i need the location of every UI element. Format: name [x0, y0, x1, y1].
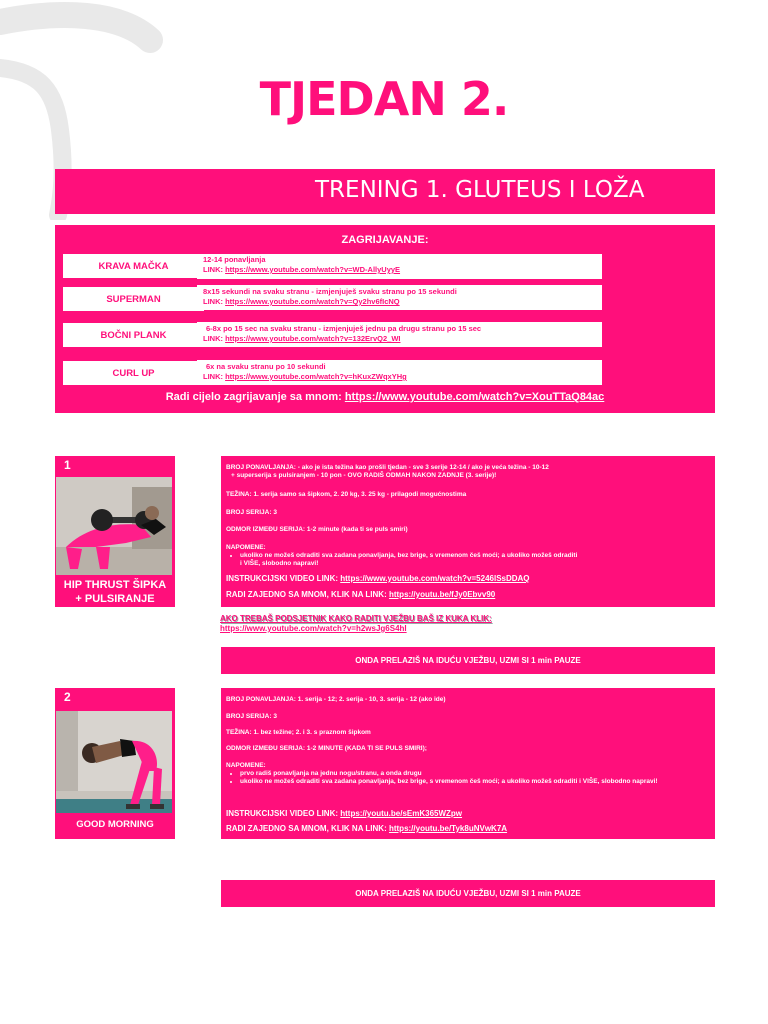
workout-with-me-link[interactable]: https://youtu.be/fJy0Ebvv90	[388, 590, 496, 599]
exercise-reps: BROJ PONAVLJANJA: - ako je ista težina kao prošli tjedan - sve 3 serije 12-14 / ako je veća težina - 10-12	[226, 464, 549, 471]
warmup-item-label: BOČNI PLANK	[63, 323, 204, 347]
warmup-link-label: LINK:	[203, 334, 226, 343]
instruction-video-row	[226, 809, 462, 818]
warmup-link-label: LINK:	[203, 265, 226, 274]
exercise-number: 1	[64, 458, 71, 472]
training-header	[55, 169, 715, 214]
hip-reminder-text: AKO TREBAŠ PODSJETNIK KAKO RADITI VJEŽBU BAŠ IZ KUKA KLIK:	[220, 614, 492, 623]
warmup-panel	[55, 225, 715, 413]
warmup-item-label: CURL UP	[63, 361, 204, 385]
exercise-name: GOOD MORNING	[76, 819, 154, 830]
next-exercise-bar: ONDA PRELAZIŠ NA IDUĆU VJEŽBU, UZMI SI 1 min PAUZE	[221, 880, 715, 907]
workout-with-me-row	[226, 824, 507, 833]
workout-with-me-link[interactable]: https://youtu.be/Tyk8uNVwK7A	[388, 824, 508, 833]
warmup-item-info	[197, 254, 602, 279]
workout-with-me-label: RADI ZAJEDNO SA MNOM, KLIK NA LINK:	[226, 824, 389, 833]
warmup-item-text: 6x na svaku stranu po 10 sekundi	[206, 362, 326, 371]
exercise-notes-heading: NAPOMENE:	[226, 544, 266, 551]
warmup-full-video-link[interactable]: https://www.youtube.com/watch?v=XouTTaQ84ac	[344, 391, 605, 403]
warmup-item-info	[197, 322, 602, 347]
warmup-item-text: 8x15 sekundi na svaku stranu - izmjenjuješ svaku stranu po 15 sekundi	[203, 287, 457, 296]
warmup-link-label: LINK:	[203, 297, 226, 306]
instruction-video-row	[226, 574, 530, 583]
hip-thrust-photo	[56, 477, 172, 575]
workout-with-me-label: RADI ZAJEDNO SA MNOM, KLIK NA LINK:	[226, 590, 389, 599]
exercise-notes-heading: NAPOMENE:	[226, 762, 266, 769]
exercise-notes	[226, 552, 577, 568]
hip-reminder-link[interactable]: https://www.youtube.com/watch?v=h2wsJg6S4hI	[220, 624, 407, 633]
warmup-item-info	[197, 360, 602, 385]
exercise-rest: ODMOR IZMEĐU SERIJA: 1-2 MINUTE (KADA TI SE PULS SMIRI);	[226, 745, 427, 752]
exercise-photo	[56, 477, 172, 575]
exercise-card	[55, 688, 175, 839]
warmup-item-link[interactable]: https://www.youtube.com/watch?v=hKuxZWqxYHg	[225, 372, 407, 381]
good-morning-photo	[56, 711, 172, 813]
warmup-heading: ZAGRIJAVANJE:	[341, 234, 429, 246]
warmup-link-label: LINK:	[203, 372, 226, 381]
exercise-name	[55, 578, 175, 606]
warmup-item-text: 6-8x po 15 sec na svaku stranu - izmjenjuješ jednu pa drugu stranu po 15 sec	[206, 324, 482, 333]
exercise-details	[221, 688, 715, 839]
warmup-footer-text: Radi cijelo zagrijavanje sa mnom:	[165, 391, 345, 403]
page-title: TJEDAN 2.	[259, 72, 509, 126]
instruction-video-link[interactable]: https://www.youtube.com/watch?v=5246lSsDDAQ	[340, 574, 530, 583]
instruction-video-label: INSTRUKCIJSKI VIDEO LINK:	[226, 574, 341, 583]
exercise-details	[221, 456, 715, 607]
note-item: i VIŠE, slobodno napravi!	[240, 560, 319, 567]
exercise-name-line: HIP THRUST ŠIPKA	[63, 579, 167, 591]
exercise-rest: ODMOR IZMEĐU SERIJA: 1-2 minute (kada ti se puls smiri)	[226, 526, 408, 533]
exercise-card	[55, 456, 175, 607]
next-exercise-bar: ONDA PRELAZIŠ NA IDUĆU VJEŽBU, UZMI SI 1 min PAUZE	[221, 647, 715, 674]
exercise-reps: BROJ PONAVLJANJA: 1. serija - 12; 2. serija - 10, 3. serija - 12 (ako ide)	[226, 696, 446, 703]
exercise-weight: TEŽINA: 1. serija samo sa šipkom, 2. 20 kg, 3. 25 kg - prilagodi mogućnostima	[226, 491, 467, 498]
training-title: TRENING 1. GLUTEUS I LOŽA	[315, 177, 645, 203]
exercise-notes	[226, 770, 658, 786]
instruction-video-link[interactable]: https://youtu.be/sEmK365WZpw	[340, 809, 463, 818]
note-item: • prvo radiš ponavljanja na jednu nogu/stranu, a onda drugu	[240, 770, 658, 778]
warmup-item-info	[197, 285, 602, 310]
warmup-item-link[interactable]: https://www.youtube.com/watch?v=WD-AllyUyyE	[225, 265, 401, 274]
warmup-item-label: SUPERMAN	[63, 287, 204, 311]
warmup-item-link[interactable]: https://www.youtube.com/watch?v=Qy2hv6fIcNQ	[225, 297, 400, 306]
warmup-footer	[55, 391, 715, 403]
note-item: • ukoliko ne možeš odraditi sva zadana ponavljanja, bez brige, s vremenom češ moći; a ukoliko možeš odraditi i VIŠE, slobodno napravi!	[240, 778, 658, 786]
exercise-weight: TEŽINA: 1. bez težine; 2. i 3. s praznom šipkom	[226, 729, 371, 736]
exercise-sets: BROJ SERIJA: 3	[226, 509, 277, 516]
exercise-photo	[56, 711, 172, 813]
warmup-item-label: KRAVA MAČKA	[63, 254, 204, 278]
instruction-video-label: INSTRUKCIJSKI VIDEO LINK:	[226, 809, 341, 818]
exercise-reps-extra: + superserija s pulsiranjem - 10 pon - OVO RADIŠ ODMAH NAKON ZADNJE (3. serije)!	[231, 472, 497, 479]
warmup-item-link[interactable]: https://www.youtube.com/watch?v=132ErvQ2_WI	[225, 334, 401, 343]
exercise-name-line: + PULSIRANJE	[75, 593, 155, 605]
exercise-number: 2	[64, 690, 71, 704]
hip-reminder	[220, 614, 492, 634]
exercise-sets: BROJ SERIJA: 3	[226, 713, 277, 720]
warmup-item-text: 12-14 ponavljanja	[203, 255, 266, 264]
note-item: • ukoliko ne možeš odraditi sva zadana ponavljanja, bez brige, s vremenom češ moći; a ukoliko možeš odraditi	[240, 552, 577, 560]
workout-with-me-row	[226, 590, 495, 599]
